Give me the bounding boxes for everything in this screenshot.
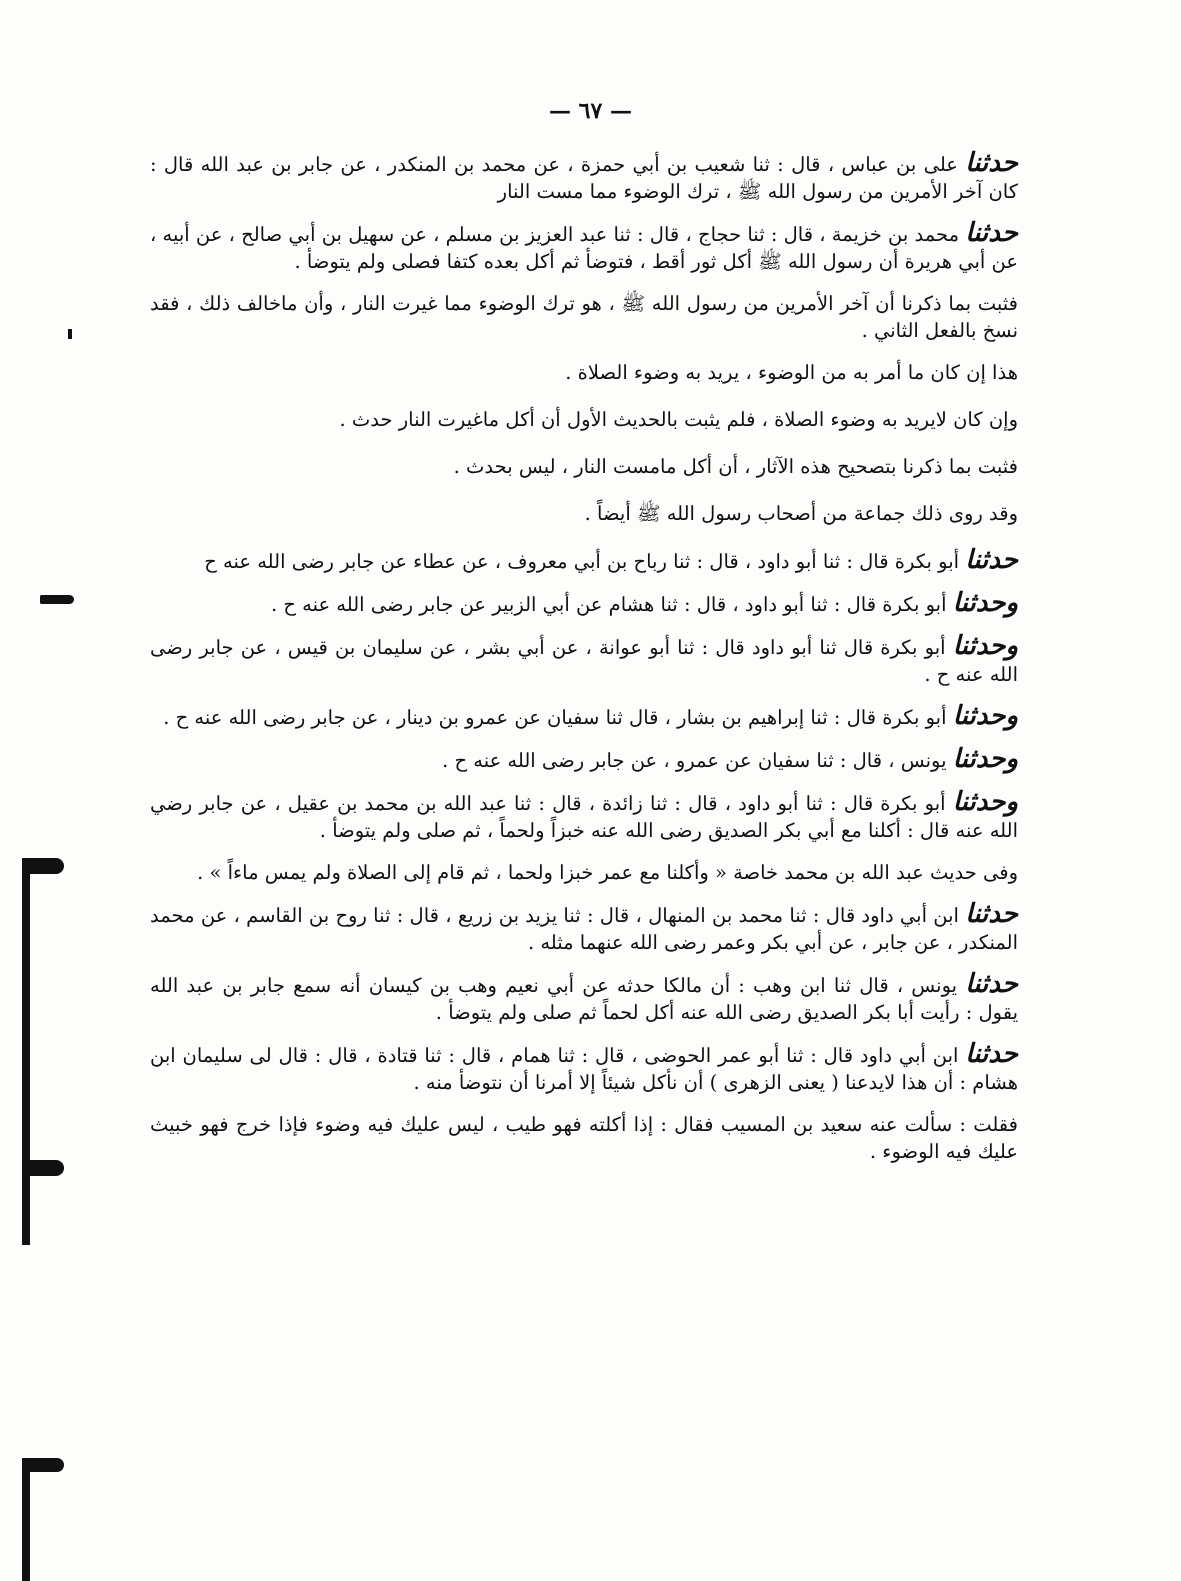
commentary-paragraph — [150, 500, 1018, 527]
commentary-paragraph — [150, 859, 1018, 886]
paragraph-text: محمد بن خزيمة ، قال : ثنا حجاج ، قال : ثنا عبد العزيز بن مسلم ، عن سهيل بن أبي صالح ، عن أبيه ، عن أبي هريرة أن رسول الله ﷺ أكل ثور أقط ، فتوضأ ثم أكل بعده كتفا فصلى ولم يتوضأ . — [150, 223, 1018, 273]
commentary-paragraph — [150, 1111, 1018, 1165]
hadith-paragraph — [150, 746, 1018, 774]
paragraph-head: حدثنا — [965, 969, 1018, 999]
paragraph-head: حدثنا — [965, 1039, 1018, 1069]
paragraph-text: أبو بكرة قال : ثنا إبراهيم بن بشار ، قال ثنا سفيان عن عمرو بن دينار ، عن جابر رضى الله عنه ح . — [163, 706, 953, 729]
commentary-paragraph — [150, 359, 1018, 386]
binding-tab-mark — [22, 1160, 64, 1176]
paragraph-text: أبو بكرة قال ثنا أبو داود قال : ثنا أبو عوانة ، عن أبي بشر ، عن سليمان بن قيس ، عن جابر رضى الله عنه ح . — [150, 636, 1018, 686]
hadith-paragraph — [150, 590, 1018, 618]
binding-edge-mark — [22, 870, 30, 1245]
body-text — [150, 150, 1018, 1180]
paragraph-head: وحدثنا — [952, 631, 1018, 661]
binding-tab-mark — [40, 595, 74, 604]
paragraph-text: أبو بكرة قال : ثنا أبو داود ، قال : ثنا هشام عن أبي الزبير عن جابر رضى الله عنه ح . — [270, 593, 953, 616]
paragraph-text: أبو بكرة قال : ثنا أبو داود ، قال : ثنا زائدة ، قال : ثنا عبد الله بن محمد بن عقيل ، عن جابر رضي الله عنه قال : أكلنا مع أبي بكر الصديق رضى الله عنه خبزاً ولحماً ، ثم صلى ولم يتوضأ . — [150, 792, 1018, 842]
hadith-paragraph — [150, 547, 1018, 575]
hadith-paragraph — [150, 901, 1018, 956]
paragraph-head: وحدثنا — [952, 701, 1018, 731]
commentary-paragraph — [150, 453, 1018, 480]
paragraph-text: ابن أبي داود قال : ثنا محمد بن المنهال ، قال : ثنا يزيد بن زريع ، قال : ثنا روح بن القاسم ، عن محمد المنكدر ، عن جابر ، عن أبي بكر وعمر رضى الله عنهما مثله . — [150, 904, 1018, 954]
paragraph-text: ابن أبي داود قال : ثنا أبو عمر الحوضى ، قال : ثنا همام ، قال : ثنا قتادة ، قال : قال لى سليمان ابن هشام : أن هذا لايدعنا ( يعنى الزهرى ) أن نأكل شيئاً إلا أمرنا أن نتوضأ منه . — [150, 1044, 1018, 1094]
paragraph-text: وإن كان لايريد به وضوء الصلاة ، فلم يثبت بالحديث الأول أن أكل ماغيرت النار حدث . — [339, 408, 1018, 431]
hadith-paragraph — [150, 1041, 1018, 1096]
hadith-paragraph — [150, 971, 1018, 1026]
paragraph-head: وحدثنا — [952, 588, 1018, 618]
paragraph-head: حدثنا — [965, 545, 1018, 575]
page-number: — ٦٧ — — [549, 98, 632, 124]
paragraph-text: فقلت : سألت عنه سعيد بن المسيب فقال : إذا أكلته فهو طيب ، ليس عليك فيه وضوء فإذا خرج فهو خبيث عليك فيه الوضوء . — [150, 1113, 1018, 1163]
paragraph-text: على بن عباس ، قال : ثنا شعيب بن أبي حمزة ، عن محمد بن المنكدر ، عن جابر بن عبد الله قال : كان آخر الأمرين من رسول الله ﷺ ، ترك الوضوء مما مست النار — [150, 153, 1018, 203]
paragraph-text: وفى حديث عبد الله بن محمد خاصة « وأكلنا مع عمر خبزا ولحما ، ثم قام إلى الصلاة ولم يمس ماءاً » . — [197, 861, 1018, 884]
scan-speck — [68, 329, 72, 339]
paragraph-head: وحدثنا — [952, 744, 1018, 774]
commentary-paragraph — [150, 406, 1018, 433]
commentary-paragraph — [150, 290, 1018, 344]
paragraph-text: يونس ، قال ثنا ابن وهب : أن مالكا حدثه عن أبي نعيم وهب بن كيسان أنه سمع جابر بن عبد الله يقول : رأيت أبا بكر الصديق رضى الله عنه أكل لحماً ثم صلى ولم يتوضأ . — [150, 974, 1018, 1024]
paragraph-head: حدثنا — [965, 899, 1018, 929]
paragraph-text: وقد روى ذلك جماعة من أصحاب رسول الله ﷺ أيضاً . — [584, 502, 1018, 525]
hadith-paragraph — [150, 703, 1018, 731]
paragraph-text: فثبت بما ذكرنا بتصحيح هذه الآثار ، أن أكل مامست النار ، ليس بحدث . — [453, 455, 1018, 478]
paragraph-head: حدثنا — [965, 148, 1018, 178]
hadith-paragraph — [150, 789, 1018, 844]
paragraph-text: يونس ، قال : ثنا سفيان عن عمرو ، عن جابر رضى الله عنه ح . — [442, 749, 953, 772]
paragraph-text: فثبت بما ذكرنا أن آخر الأمرين من رسول الله ﷺ ، هو ترك الوضوء مما غيرت النار ، وأن ماخالف ذلك ، فقد نسخ بالفعل الثاني . — [150, 292, 1018, 342]
binding-edge-mark — [22, 1465, 30, 1581]
hadith-paragraph — [150, 220, 1018, 275]
hadith-paragraph — [150, 633, 1018, 688]
paragraph-head: وحدثنا — [952, 787, 1018, 817]
paragraph-head: حدثنا — [965, 218, 1018, 248]
paragraph-text: أبو بكرة قال : ثنا أبو داود ، قال : ثنا رباح بن أبي معروف ، عن عطاء عن جابر رضى الله عنه ح — [204, 550, 966, 573]
hadith-paragraph — [150, 150, 1018, 205]
paragraph-text: هذا إن كان ما أمر به من الوضوء ، يريد به وضوء الصلاة . — [565, 361, 1018, 384]
